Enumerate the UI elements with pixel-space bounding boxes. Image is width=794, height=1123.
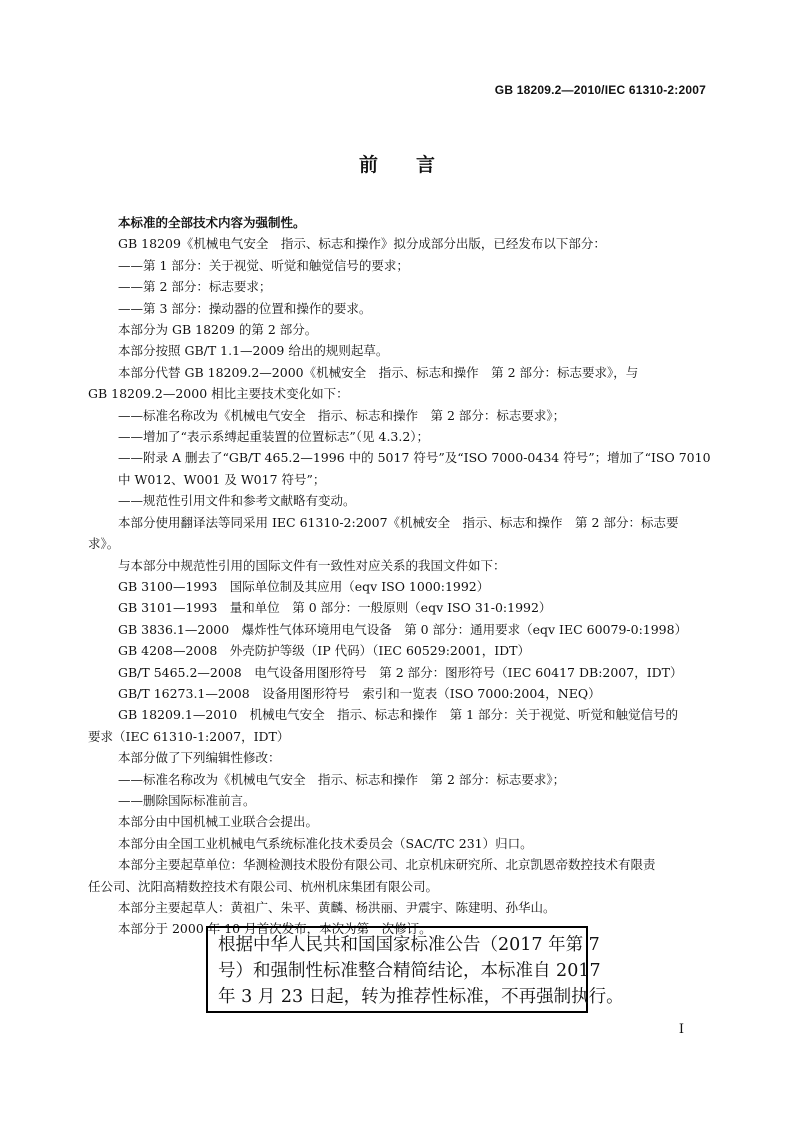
notice-line: 根据中华人民共和国国家标准公告（2017 年第 7 xyxy=(218,935,600,955)
paragraph-line: 求》。 xyxy=(88,536,120,552)
paragraph-line: GB 3836.1—2000 爆炸性气体环境用电气设备 第 0 部分：通用要求（eqv IEC 60079-0:1998） xyxy=(118,621,688,637)
paragraph-line: 本部分主要起草人：黄祖广、朱平、黄麟、杨洪丽、尹震宇、陈建明、孙华山。 xyxy=(118,900,556,915)
paragraph-line: GB/T 16273.1—2008 设备用图形符号 索引和一览表（ISO 7000:2004，NEQ） xyxy=(118,685,601,701)
paragraph-line: 要求（IEC 61310-1:2007，IDT） xyxy=(88,728,290,744)
paragraph-line: 本部分由全国工业机械电气系统标准化技术委员会（SAC/TC 231）归口。 xyxy=(118,835,533,851)
paragraph-line: GB 3101—1993 量和单位 第 0 部分：一般原则（eqv ISO 31-0:1992） xyxy=(118,600,552,616)
standard-code-header: GB 18209.2—2010/IEC 61310-2:2007 xyxy=(494,83,706,97)
paragraph-line: 与本部分中规范性引用的国际文件有一致性对应关系的我国文件如下： xyxy=(118,557,506,573)
paragraph-line: ——规范性引用文件和参考文献略有变动。 xyxy=(118,493,356,509)
paragraph-line: 本部分由中国机械工业联合会提出。 xyxy=(118,814,319,830)
paragraph-line: 本部分按照 GB/T 1.1—2009 给出的规则起草。 xyxy=(118,343,389,359)
paragraph-line: GB 18209.1—2010 机械电气安全 指示、标志和操作 第 1 部分：关于视觉、听觉和触觉信号的 xyxy=(118,707,679,723)
paragraph-line: ——第 3 部分：操动器的位置和操作的要求。 xyxy=(118,300,372,316)
paragraph-line: ——删除国际标准前言。 xyxy=(118,792,256,808)
paragraph-line: ——第 1 部分：关于视觉、听觉和触觉信号的要求； xyxy=(118,257,409,273)
paragraph-line: ——标准名称改为《机械电气安全 指示、标志和操作 第 2 部分：标志要求》； xyxy=(118,407,566,423)
status-notice-box xyxy=(206,926,624,1013)
paragraph-line: GB/T 5465.2—2008 电气设备用图形符号 第 2 部分：图形符号（IEC 60417 DB:2007，IDT） xyxy=(118,664,683,680)
notice-line: 号）和强制性标准整合精简结论，本标准自 2017 xyxy=(218,961,601,981)
paragraph-line: ——第 2 部分：标志要求； xyxy=(118,279,272,295)
paragraph-line: 本标准的全部技术内容为强制性。 xyxy=(118,215,306,230)
paragraph-line: GB 18209.2—2000 相比主要技术变化如下： xyxy=(88,386,349,402)
paragraph-line: GB 18209《机械电气安全 指示、标志和操作》拟分成部分出版，已经发布以下部分： xyxy=(118,236,606,252)
paragraph-line: ——附录 A 删去了“GB/T 465.2—1996 中的 5017 符号”及“ISO 7000-0434 符号”；增加了“ISO 7010 xyxy=(118,450,711,466)
paragraph-line: 本部分做了下列编辑性修改： xyxy=(118,750,281,766)
paragraph-line: GB 3100—1993 国际单位制及其应用（eqv ISO 1000:1992） xyxy=(118,578,490,594)
page-number: I xyxy=(678,1022,684,1037)
notice-line: 年 3 月 23 日起，转为推荐性标准，不再强制执行。 xyxy=(218,987,624,1007)
paragraph-line: 中 W012、W001 及 W017 符号”； xyxy=(118,471,326,487)
paragraph-line: ——增加了“表示系缚起重装置的位置标志”（见 4.3.2）； xyxy=(118,429,430,445)
paragraph-line: 本部分主要起草单位：华测检测技术股份有限公司、北京机床研究所、北京凯恩帝数控技术有限责 xyxy=(118,857,656,873)
paragraph-line: 本部分于 2000 年 10 月首次发布，本次为第一次修订。 xyxy=(118,921,432,937)
paragraph-line: 本部分代替 GB 18209.2—2000《机械安全 指示、标志和操作 第 2 部分：标志要求》，与 xyxy=(118,364,639,380)
paragraph-line: 本部分使用翻译法等同采用 IEC 61310-2:2007《机械安全 指示、标志和操作 第 2 部分：标志要 xyxy=(118,514,679,530)
paragraph-line: 任公司、沈阳高精数控技术有限公司、杭州机床集团有限公司。 xyxy=(88,878,439,894)
page-title: 前言 xyxy=(358,154,473,176)
foreword-body xyxy=(88,212,711,940)
paragraph-line: 本部分为 GB 18209 的第 2 部分。 xyxy=(118,322,318,338)
paragraph-line: GB 4208—2008 外壳防护等级（IP 代码）（IEC 60529:2001，IDT） xyxy=(118,643,531,659)
paragraph-line: ——标准名称改为《机械电气安全 指示、标志和操作 第 2 部分：标志要求》； xyxy=(118,771,566,787)
